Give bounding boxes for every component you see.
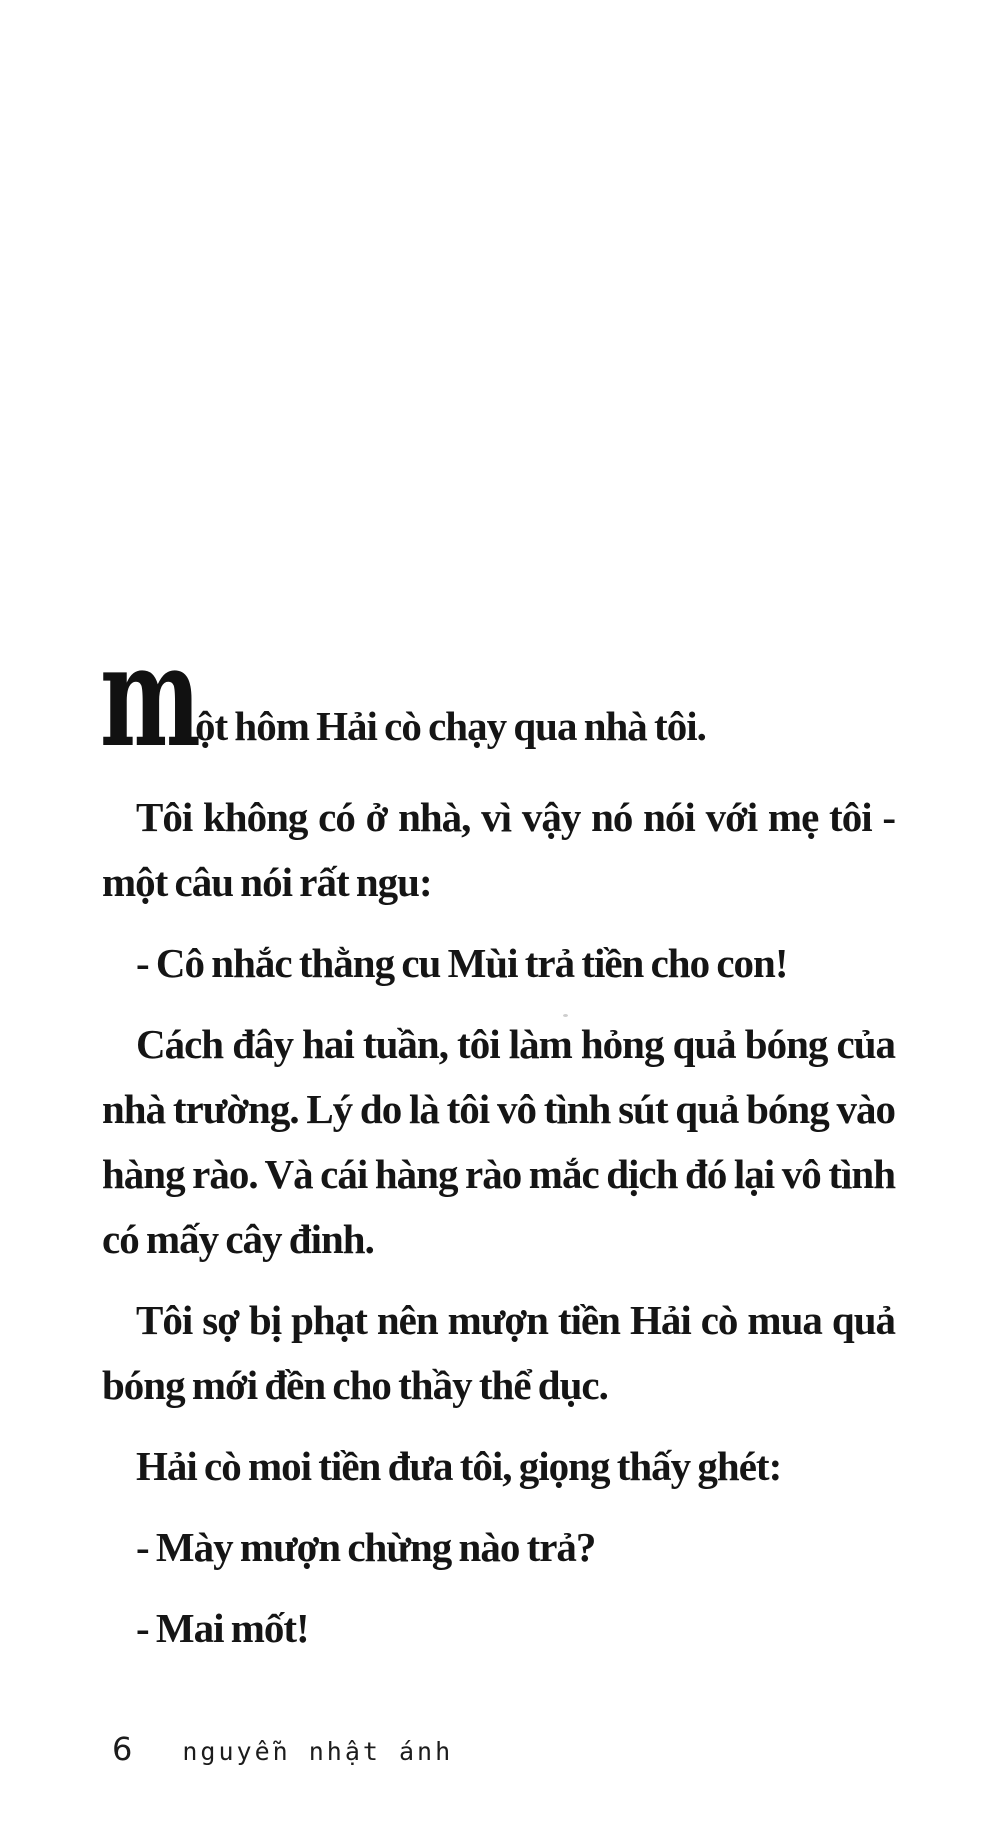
author-name: nguyễn nhật ánh [182, 1737, 454, 1766]
drop-cap-letter: m [100, 615, 201, 779]
text-line: ột hôm Hải cò chạy qua nhà tôi. [195, 703, 706, 749]
text-line: bóng mới đền cho thầy thể dục. [102, 1362, 608, 1408]
text-line: Tôi sợ bị phạt nên mượn tiền Hải cò mua quả [136, 1297, 895, 1343]
text-line: Hải cò moi tiền đưa tôi, giọng thấy ghét: [136, 1443, 782, 1489]
text-line: có mấy cây đinh. [102, 1216, 374, 1262]
page-body [102, 694, 895, 1661]
text-line: - Cô nhắc thằng cu Mùi trả tiền cho con! [136, 940, 788, 986]
text-line: hàng rào. Và cái hàng rào mắc dịch đó lại vô tình [102, 1151, 895, 1197]
text-line: - Mày mượn chừng nào trả? [136, 1524, 596, 1570]
page-number: 6 [112, 1730, 133, 1768]
text-line: Cách đây hai tuần, tôi làm hỏng quả bóng của [136, 1021, 895, 1067]
page-footer [112, 1730, 453, 1768]
print-speck [563, 1014, 568, 1017]
text-line: nhà trường. Lý do là tôi vô tình sút quả bóng vào [102, 1086, 895, 1132]
text-line: - Mai mốt! [136, 1605, 309, 1651]
text-line: Tôi không có ở nhà, vì vậy nó nói với mẹ tôi - [136, 794, 895, 840]
text-line: một câu nói rất ngu: [102, 859, 432, 905]
